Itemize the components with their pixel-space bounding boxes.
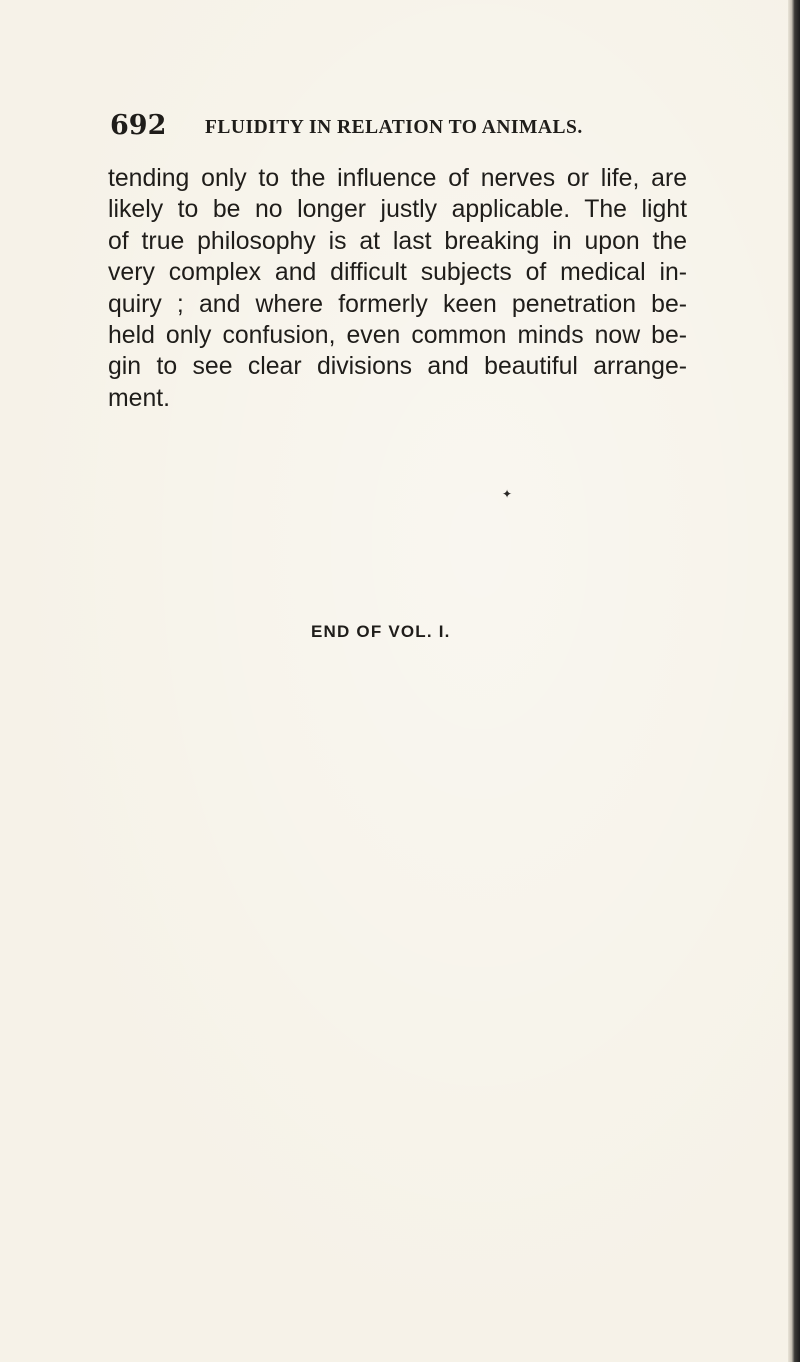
running-title: FLUIDITY IN RELATION TO ANIMALS.: [205, 117, 583, 138]
text-line: gin to see clear divisions and beautiful arrange-: [108, 353, 687, 381]
text-line: likely to be no longer justly applicable. The light: [108, 196, 687, 224]
page-edge-shadow: [788, 0, 800, 1362]
text-line: of true philosophy is at last breaking in upon the: [108, 227, 687, 255]
page-number: 692: [110, 110, 167, 141]
text-line: quiry ; and where formerly keen penetration be-: [108, 290, 687, 318]
ornament-icon: ✦: [502, 487, 513, 501]
end-of-volume-label: END OF VOL. I.: [311, 622, 451, 641]
text-line: ment.: [108, 384, 171, 412]
running-head: [110, 110, 750, 144]
text-line: very complex and difficult subjects of medical in-: [108, 259, 687, 287]
body-paragraph: [108, 163, 687, 414]
text-line: held only confusion, even common minds now be-: [108, 322, 687, 350]
text-line: tending only to the influence of nerves or life, are: [108, 165, 687, 192]
